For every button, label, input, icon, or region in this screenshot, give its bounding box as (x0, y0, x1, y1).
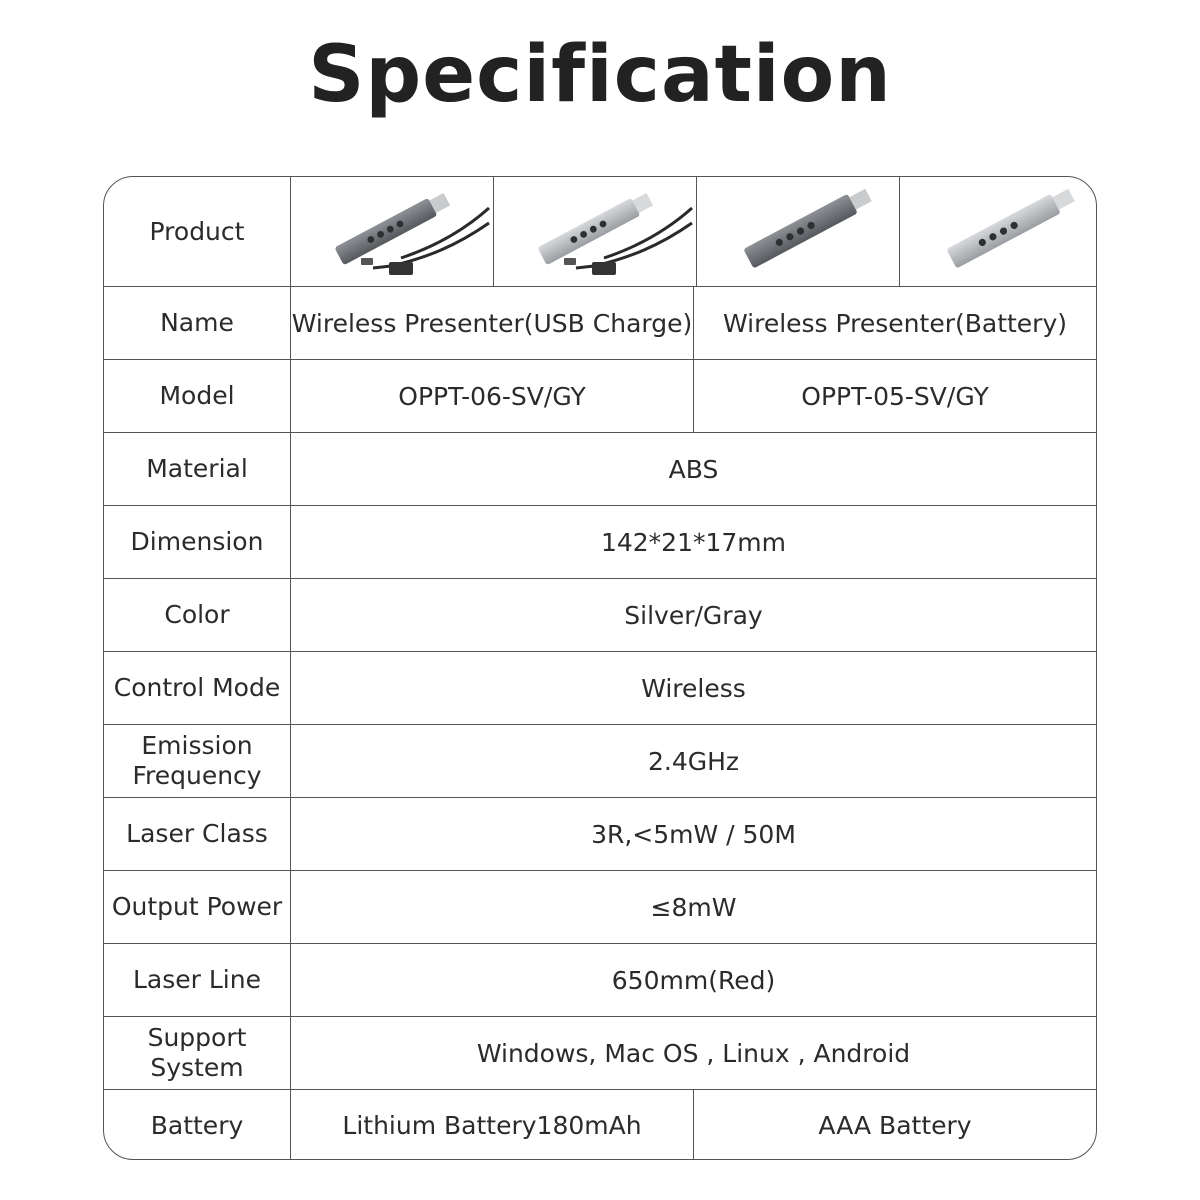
value-dimension: 142*21*17mm (600, 527, 787, 557)
label-control-mode: Control Mode (104, 652, 291, 724)
value-emission-frequency: 2.4GHz (647, 746, 740, 776)
value-color: Silver/Gray (624, 600, 763, 630)
battery-gray-presenter-icon (697, 178, 899, 286)
name-battery: Wireless Presenter(Battery) (693, 287, 1096, 359)
spec-row-laser-line (104, 943, 1096, 1016)
value-material: ABS (668, 454, 719, 484)
label-model: Model (104, 360, 291, 432)
label-output-power: Output Power (104, 871, 291, 943)
label-support-system: Support System (104, 1017, 291, 1089)
spec-row-emission-frequency (104, 724, 1096, 797)
label-laser-class: Laser Class (104, 798, 291, 870)
product-image-4 (899, 177, 1097, 286)
battery-aaa: AAA Battery (693, 1090, 1096, 1160)
spec-row-laser-class (104, 797, 1096, 870)
spec-row-control-mode (104, 651, 1096, 724)
usb-charge-silver-presenter-icon (494, 178, 696, 286)
spec-row-color (104, 578, 1096, 651)
value-support-system: Windows, Mac OS , Linux , Android (476, 1038, 911, 1068)
product-image-2 (493, 177, 696, 286)
label-laser-line: Laser Line (104, 944, 291, 1016)
usb-charge-gray-presenter-icon (291, 178, 493, 286)
label-battery: Battery (104, 1090, 291, 1160)
spec-row-dimension (104, 505, 1096, 578)
label-material: Material (104, 433, 291, 505)
spec-row-material (104, 432, 1096, 505)
spec-row-battery (104, 1089, 1096, 1160)
value-laser-line: 650mm(Red) (611, 965, 776, 995)
label-dimension: Dimension (104, 506, 291, 578)
label-product: Product (104, 177, 291, 286)
battery-silver-presenter-icon (900, 178, 1097, 286)
spec-table (103, 176, 1097, 1160)
product-image-3 (696, 177, 899, 286)
label-emission-frequency: Emission Frequency (104, 725, 291, 797)
name-usb-charge: Wireless Presenter(USB Charge) (291, 308, 693, 338)
model-battery: OPPT-05-SV/GY (693, 360, 1096, 432)
model-usb-charge: OPPT-06-SV/GY (398, 381, 586, 411)
label-name: Name (104, 287, 291, 359)
value-laser-class: 3R,<5mW / 50M (591, 819, 796, 849)
value-output-power: ≤8mW (650, 892, 737, 922)
battery-usb-charge: Lithium Battery180mAh (342, 1111, 642, 1140)
spec-row-support-system (104, 1016, 1096, 1089)
page-title: Specification (308, 30, 892, 120)
label-color: Color (104, 579, 291, 651)
spec-row-product (104, 177, 1096, 286)
value-control-mode: Wireless (641, 673, 746, 703)
spec-row-output-power (104, 870, 1096, 943)
product-image-1 (291, 177, 493, 286)
spec-row-model (104, 359, 1096, 432)
spec-row-name (104, 286, 1096, 359)
